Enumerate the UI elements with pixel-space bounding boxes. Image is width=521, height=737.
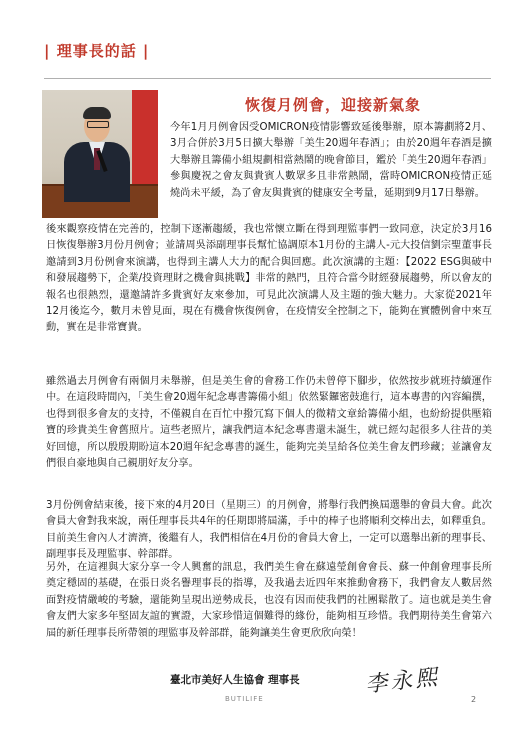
footer-brand: BUTILIFE (225, 695, 264, 703)
section-header: | 理事長的話 | (44, 42, 150, 60)
signature-organization: 臺北市美好人生協會 理事長 (170, 674, 300, 686)
paragraph-2: 後來觀察疫情在完善的，控制下逐漸趨緩，我也常懷立斷在得到理監事們一致同意，決定於3月16日恢復舉辦3月份月例會；並請周吳添副理事長幫忙協調原本1月份的主講人-元大投信劉宗聖董事長邀請到3月份例會來演講，也得到主講人大力的配合與回應。此次演講的主題：【2022 ESG與破中和發展趨勢下，企業/投資理財之機會與挑戰】非常的熱門，且符合當今財經發展趨勢，所以會友的報名也很熱烈，還邀請許多貴賓好友來參加，可見此次演講人及主題的強大魅力。大家從2021年12月後迄今，數月未曾見面，現在有機會恢復例會，在疫情安全控制之下，能夠在實體例會中來互動，實在是非常寶貴。 (46, 224, 492, 334)
handwritten-signature: 李永熙 (364, 665, 442, 698)
header-divider (44, 78, 491, 79)
paragraph-4: 3月份例會結束後，接下來的4月20日（星期三）的月例會，將舉行我們換屆選舉的會員大會。此次會員大會對我來說，兩任理事長共4年的任期即將屆滿，手中的棒子也將順利交棒出去，如釋重負。目前美生會內人才濟濟，後繼有人，我們相信在4月份的會員大會上，一定可以選舉出新的理事長、副理事長及理監事、幹部群。 (46, 500, 492, 561)
page-number: 2 (471, 695, 477, 704)
paragraph-1: 今年1月月例會因受OMICRON疫情影響致延後舉辦，原本籌劃將2月、3月合併於3月5日擴大舉辦「美生20週年春酒」；由於20週年春酒是擴大舉辦且籌備小組規劃相當熱鬧的晚會節目，鑑於「美生20週年春酒」參與慶祝之會友與貴賓人數眾多且非常熱鬧，當時OMICRON疫情正延燒尚未平緩，為了會友與貴賓的健康安全考量，延期到9月17日舉辦。 (170, 122, 492, 199)
paragraph-3: 雖然過去月例會有兩個月未舉辦，但是美生會的會務工作仍未曾停下腳步，依然按步就班持續運作中。在這段時間內，「美生會20週年紀念專書籌備小組」依然緊鑼密鼓進行，這本專書的內容編撰，也得到很多會友的支持，不僅親自在百忙中撥冗寫下個人的微精文章給籌備小組，也紛紛提供壓箱寶的珍貴美生會舊照片。這些老照片，讓我們這本紀念專書還未誕生，就已經勾起很多人往昔的美好回憶，所以殷殷期盼這本20週年紀念專書的誕生，能夠完美呈給各位美生會友們珍藏；並讓會友們很自豪地與自己親朋好友分享。 (46, 376, 492, 470)
chairman-photo (42, 90, 158, 218)
article-title: 恢復月例會，迎接新氣象 (244, 96, 421, 114)
paragraph-5: 另外，在這裡與大家分享一令人興奮的訊息，我們美生會在蘇遠瑩創會會長、蘇一仲創會理事長所奠定穩固的基礎，在張日炎名譽理事長的指導，及我過去近四年來推動會務下，我們會友人數居然面對疫情嚴峻的考驗，還能夠呈現出逆勢成長，也沒有因而使我們的社團鬆散了。這也就是美生會會友們大家多年堅固友誼的實證，大家珍惜這個難得的緣份，能夠相互珍惜。我們期待美生會第六屆的新任理事長所帶領的理監事及幹部群，能夠讓美生會更欣欣向榮！ (46, 562, 492, 639)
